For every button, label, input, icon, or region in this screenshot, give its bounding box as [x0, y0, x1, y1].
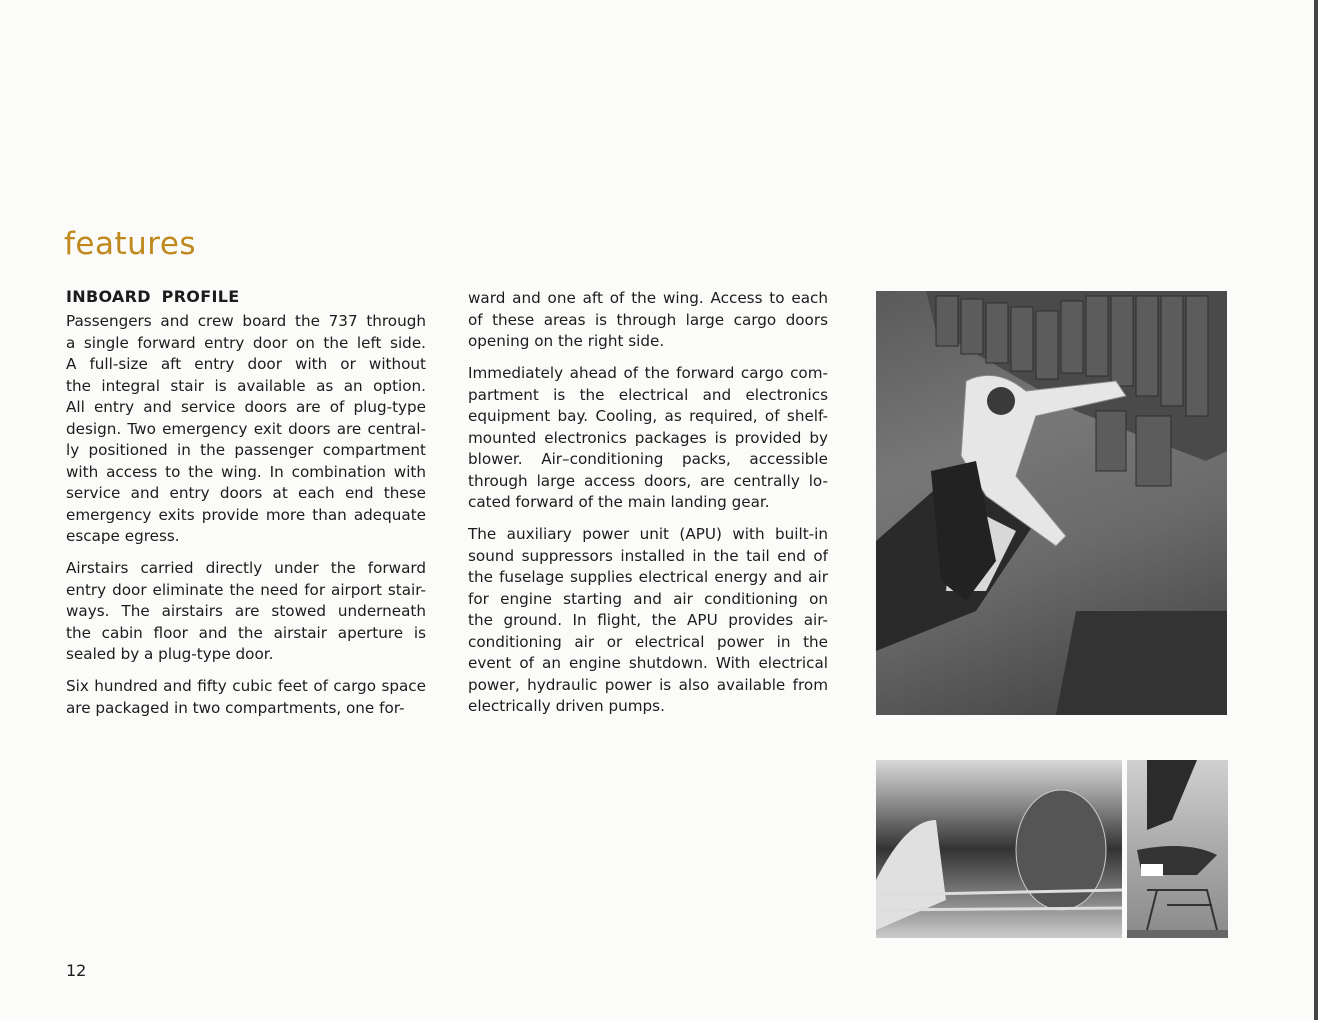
- paragraph: [468, 524, 828, 718]
- page-number: 12: [66, 961, 87, 980]
- text-line: a single forward entry door on the left side.: [66, 333, 426, 352]
- text-line: the cabin floor and the airstair aperture is: [66, 623, 426, 642]
- text-line: are packaged in two compartments, one for-: [66, 698, 405, 717]
- text-line: The auxiliary power unit (APU) with built-in: [468, 525, 828, 543]
- text-line: emergency exits provide more than adequate: [66, 505, 426, 524]
- photo-electronics-bay: [876, 291, 1227, 715]
- text-line: the fuselage supplies electrical energy and air: [468, 568, 828, 586]
- text-line: the ground. In flight, the APU provides air-: [468, 611, 828, 629]
- text-line: blower. Air–conditioning packs, accessible: [468, 450, 828, 468]
- paragraph: [468, 363, 828, 514]
- text-line: escape egress.: [66, 527, 180, 545]
- text-line: opening on the right side.: [468, 332, 665, 350]
- text-line: sound suppressors installed in the tail end of: [468, 546, 828, 565]
- photo-airstair-diagram: [1127, 760, 1228, 938]
- text-line: All entry and service doors are of plug-type: [66, 398, 426, 416]
- photo-apu-maintenance: [876, 760, 1122, 938]
- section-title: features: [64, 226, 197, 262]
- paragraph: [66, 676, 426, 719]
- text-line: with access to the wing. In combination with: [66, 462, 426, 481]
- text-line: A full-size aft entry door with or without: [66, 355, 426, 373]
- page-edge: [1314, 0, 1318, 1020]
- text-line: Passengers and crew board the 737 through: [66, 312, 426, 330]
- text-column-2: [468, 288, 828, 728]
- text-line: cated forward of the main landing gear.: [468, 493, 770, 511]
- text-line: conditioning air or electrical power in the: [468, 632, 828, 651]
- paragraph: [468, 288, 828, 353]
- text-column-1: [66, 311, 426, 730]
- text-line: ly positioned in the passenger compartment: [66, 441, 426, 459]
- text-line: for engine starting and air conditioning on: [468, 589, 828, 608]
- text-line: service and entry doors at each end these: [66, 484, 426, 502]
- text-line: the integral stair is available as an option.: [66, 376, 426, 395]
- text-line: design. Two emergency exit doors are central-: [66, 419, 426, 438]
- text-line: ward and one aft of the wing. Access to each: [468, 289, 828, 307]
- text-line: event of an engine shutdown. With electrical: [468, 654, 828, 672]
- text-line: power, hydraulic power is also available from: [468, 675, 828, 694]
- text-line: ways. The airstairs are stowed underneath: [66, 602, 426, 620]
- text-line: Airstairs carried directly under the forward: [66, 559, 426, 577]
- heading-inboard-profile: INBOARD PROFILE: [66, 287, 240, 306]
- text-line: through large access doors, are centrally lo-: [468, 471, 828, 490]
- text-line: equipment bay. Cooling, as required, of shelf-: [468, 407, 828, 425]
- text-line: of these areas is through large cargo doors: [468, 310, 828, 329]
- text-line: Six hundred and fifty cubic feet of cargo space: [66, 677, 426, 695]
- paragraph: [66, 311, 426, 548]
- text-line: sealed by a plug-type door.: [66, 645, 274, 663]
- text-line: Immediately ahead of the forward cargo com-: [468, 364, 828, 382]
- text-line: partment is the electrical and electronics: [468, 385, 828, 404]
- paragraph: [66, 558, 426, 666]
- text-line: mounted electronics packages is provided by: [468, 428, 828, 447]
- text-line: entry door eliminate the need for airport stair-: [66, 580, 426, 599]
- text-line: electrically driven pumps.: [468, 697, 665, 715]
